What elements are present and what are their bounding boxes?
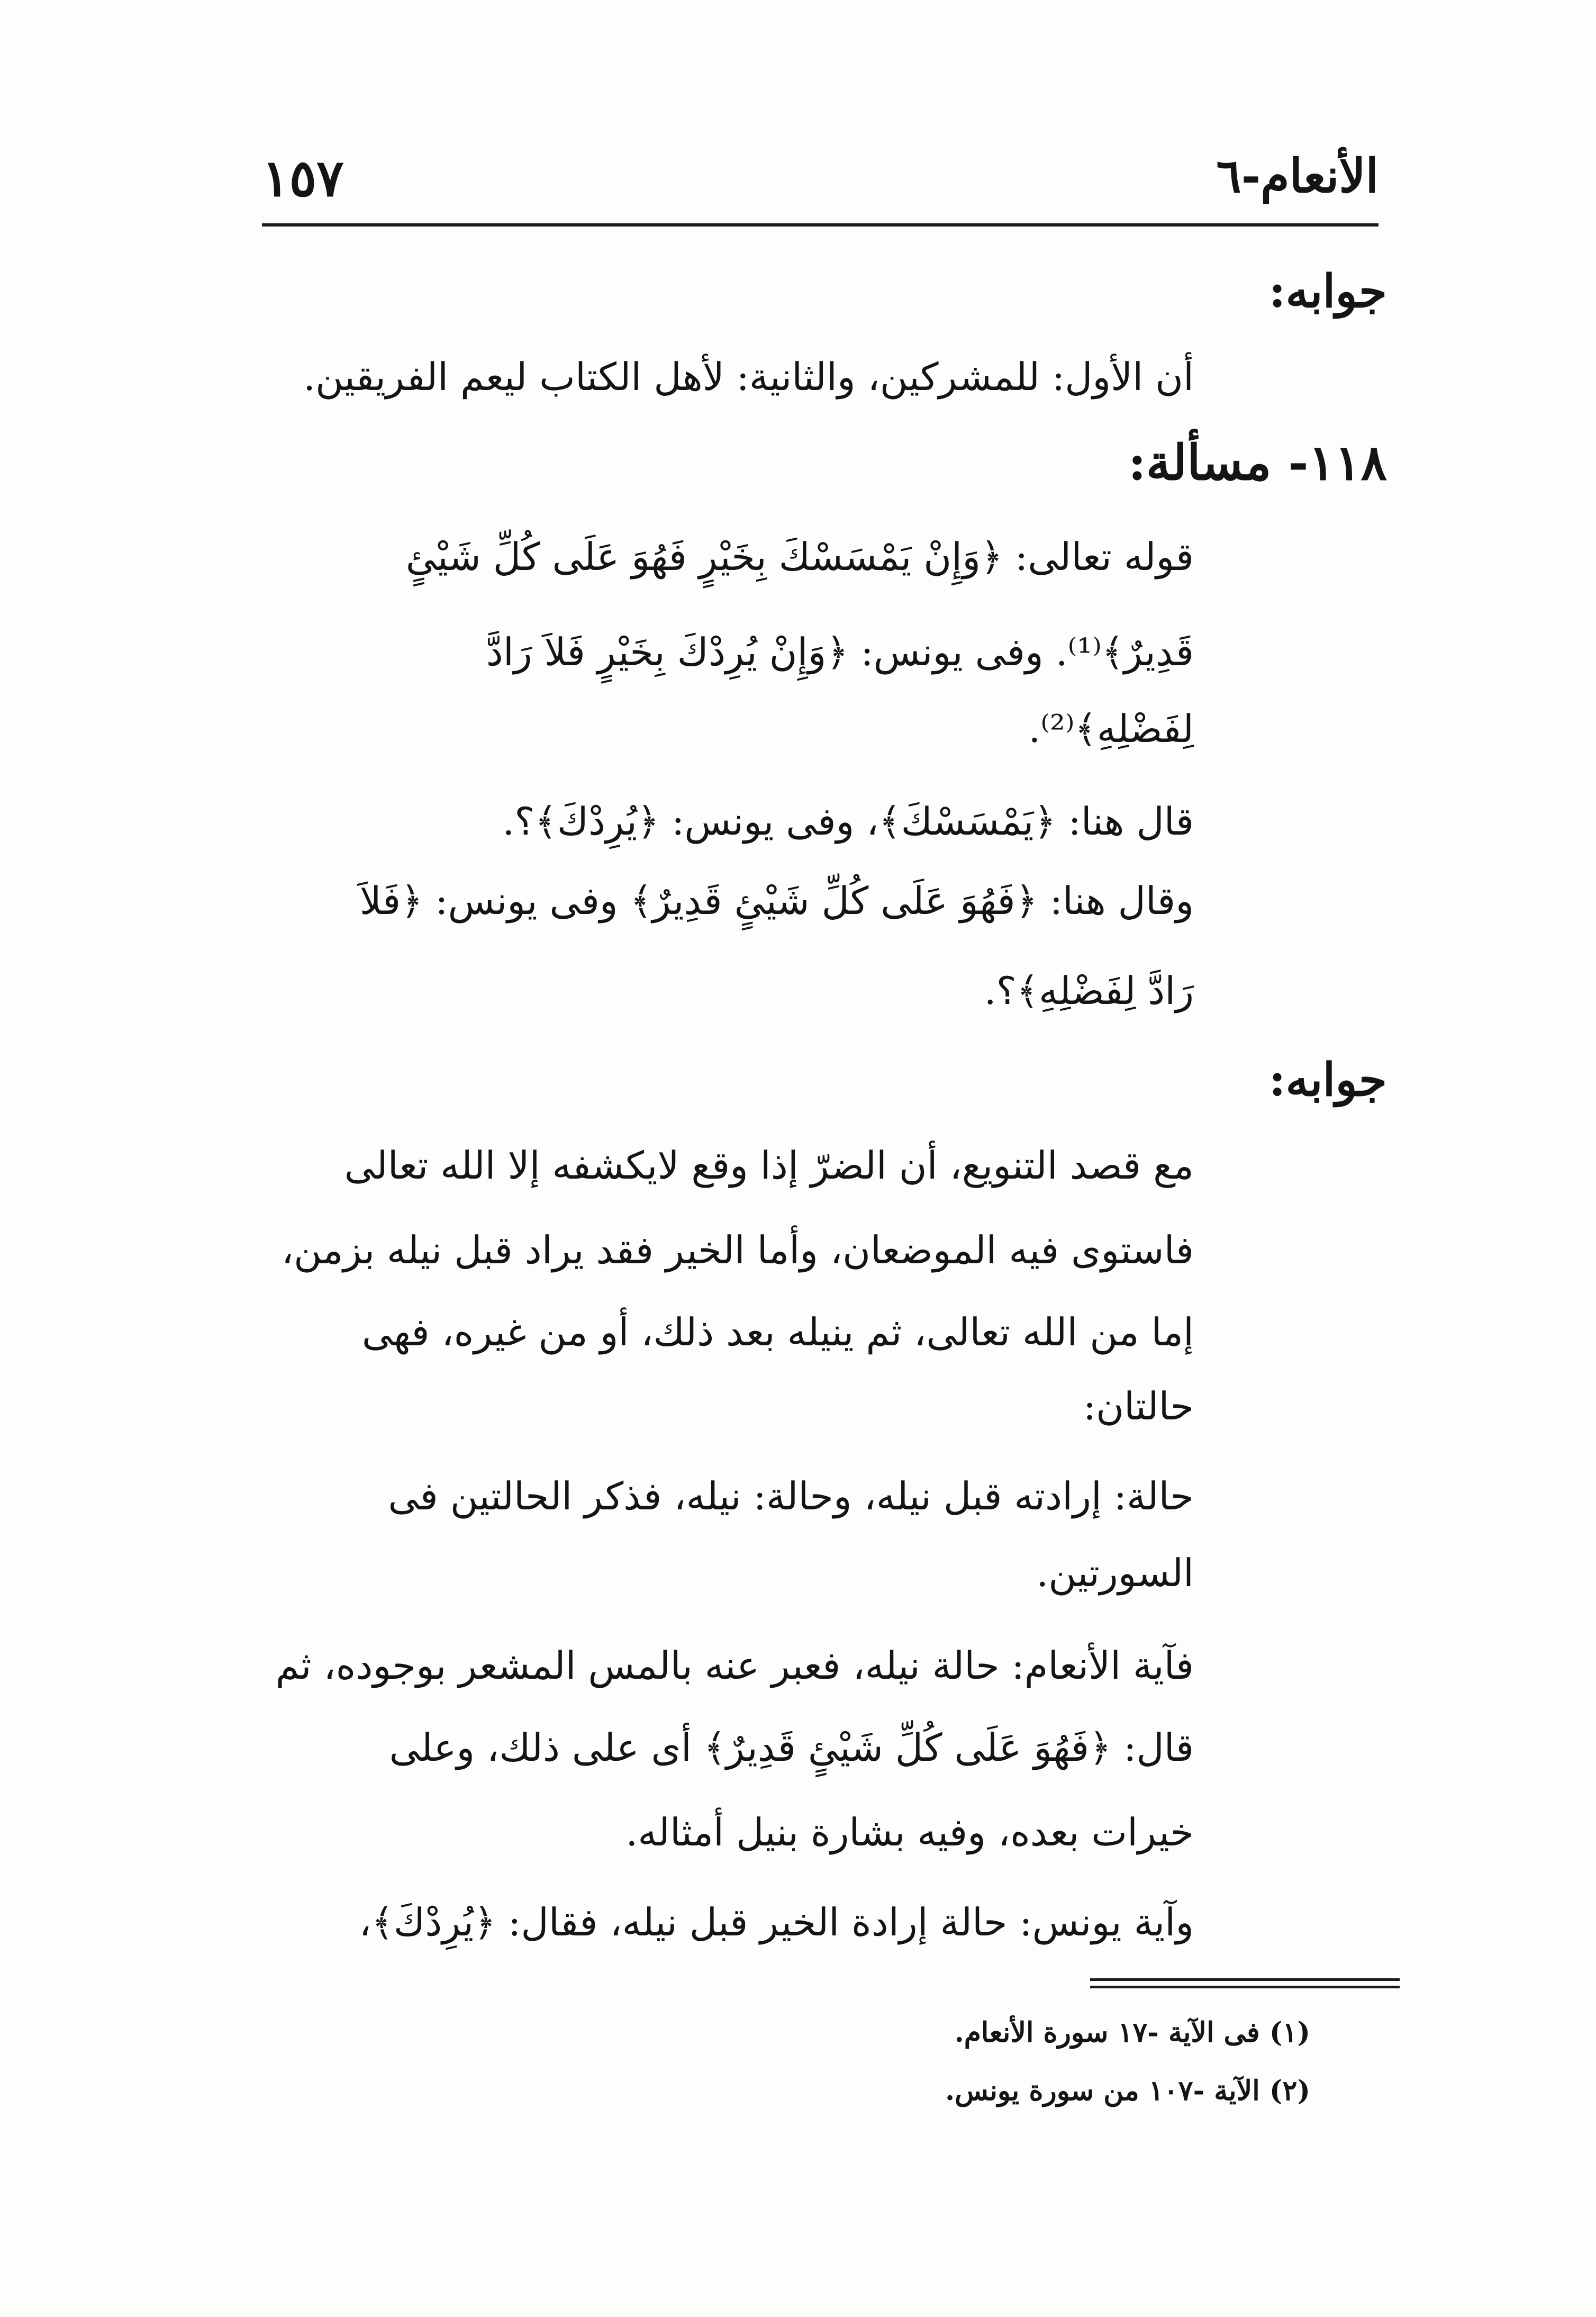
- page-number: ١٥٧: [262, 148, 344, 208]
- issue-heading: ١١٨- مسألة:: [1128, 434, 1387, 491]
- running-head: [262, 143, 1379, 217]
- question-line: قال هنا: ﴿يَمْسَسْكَ﴾، وفى يونس: ﴿يُرِدْكَ﴾؟.: [502, 799, 1194, 844]
- answer-line: مع قصد التنويع، أن الضرّ إذا وقع لايكشفه إلا الله تعالى: [344, 1143, 1194, 1188]
- answer-line: فآية الأنعام: حالة نيله، فعبر عنه بالمس المشعر بوجوده، ثم: [275, 1643, 1194, 1688]
- answer-line: حالة: إرادته قبل نيله، وحالة: نيله، فذكر الحالتين فى: [388, 1474, 1194, 1518]
- answer-line: وآية يونس: حالة إرادة الخير قبل نيله، فقال: ﴿يُرِدْكَ﴾،: [359, 1900, 1194, 1944]
- answer-line: قال: ﴿فَهُوَ عَلَى كُلِّ شَيْئٍ قَدِيرٌ﴾ أى على ذلك، وعلى: [389, 1725, 1194, 1770]
- answer-line: فاستوى فيه الموضعان، وأما الخير فقد يراد قبل نيله بزمن،: [281, 1228, 1194, 1272]
- answer-line: أن الأول: للمشركين، والثانية: لأهل الكتاب ليعم الفريقين.: [303, 355, 1194, 399]
- answer-heading: جوابه:: [1268, 265, 1387, 318]
- header-rule: [262, 223, 1379, 227]
- footnote: (١) فى الآية -١٧ سورة الأنعام.: [954, 2016, 1310, 2049]
- question-line: قَدِيرٌ﴾⁽¹⁾. وفى يونس: ﴿وَإِنْ يُرِدْكَ بِخَيْرٍ فَلاَ رَادَّ: [486, 630, 1194, 674]
- footnote-rule: [1090, 1986, 1400, 1988]
- question-line: قوله تعالى: ﴿وَإِنْ يَمْسَسْكَ بِخَيْرٍ فَهُوَ عَلَى كُلِّ شَيْئٍ: [405, 535, 1194, 579]
- answer-line: خيرات بعده، وفيه بشارة بنيل أمثاله.: [625, 1810, 1194, 1854]
- answer-line: السورتين.: [1036, 1551, 1194, 1595]
- question-line: لِفَضْلِهِ﴾⁽²⁾.: [1028, 707, 1194, 751]
- chapter-title: الأنعام-٦: [1216, 148, 1379, 203]
- answer-line: إما من الله تعالى، ثم ينيله بعد ذلك، أو من غيره، فهى: [361, 1310, 1194, 1354]
- question-line: وقال هنا: ﴿فَهُوَ عَلَى كُلِّ شَيْئٍ قَدِيرٌ﴾ وفى يونس: ﴿فَلاَ: [359, 879, 1194, 923]
- answer-heading: جوابه:: [1268, 1053, 1387, 1107]
- footnote-rule: [1090, 1978, 1400, 1981]
- footnote: (٢) الآية -١٠٧ من سورة يونس.: [945, 2075, 1310, 2107]
- answer-line: حالتان:: [1083, 1384, 1194, 1428]
- question-line: رَادَّ لِفَضْلِهِ﴾؟.: [984, 969, 1194, 1013]
